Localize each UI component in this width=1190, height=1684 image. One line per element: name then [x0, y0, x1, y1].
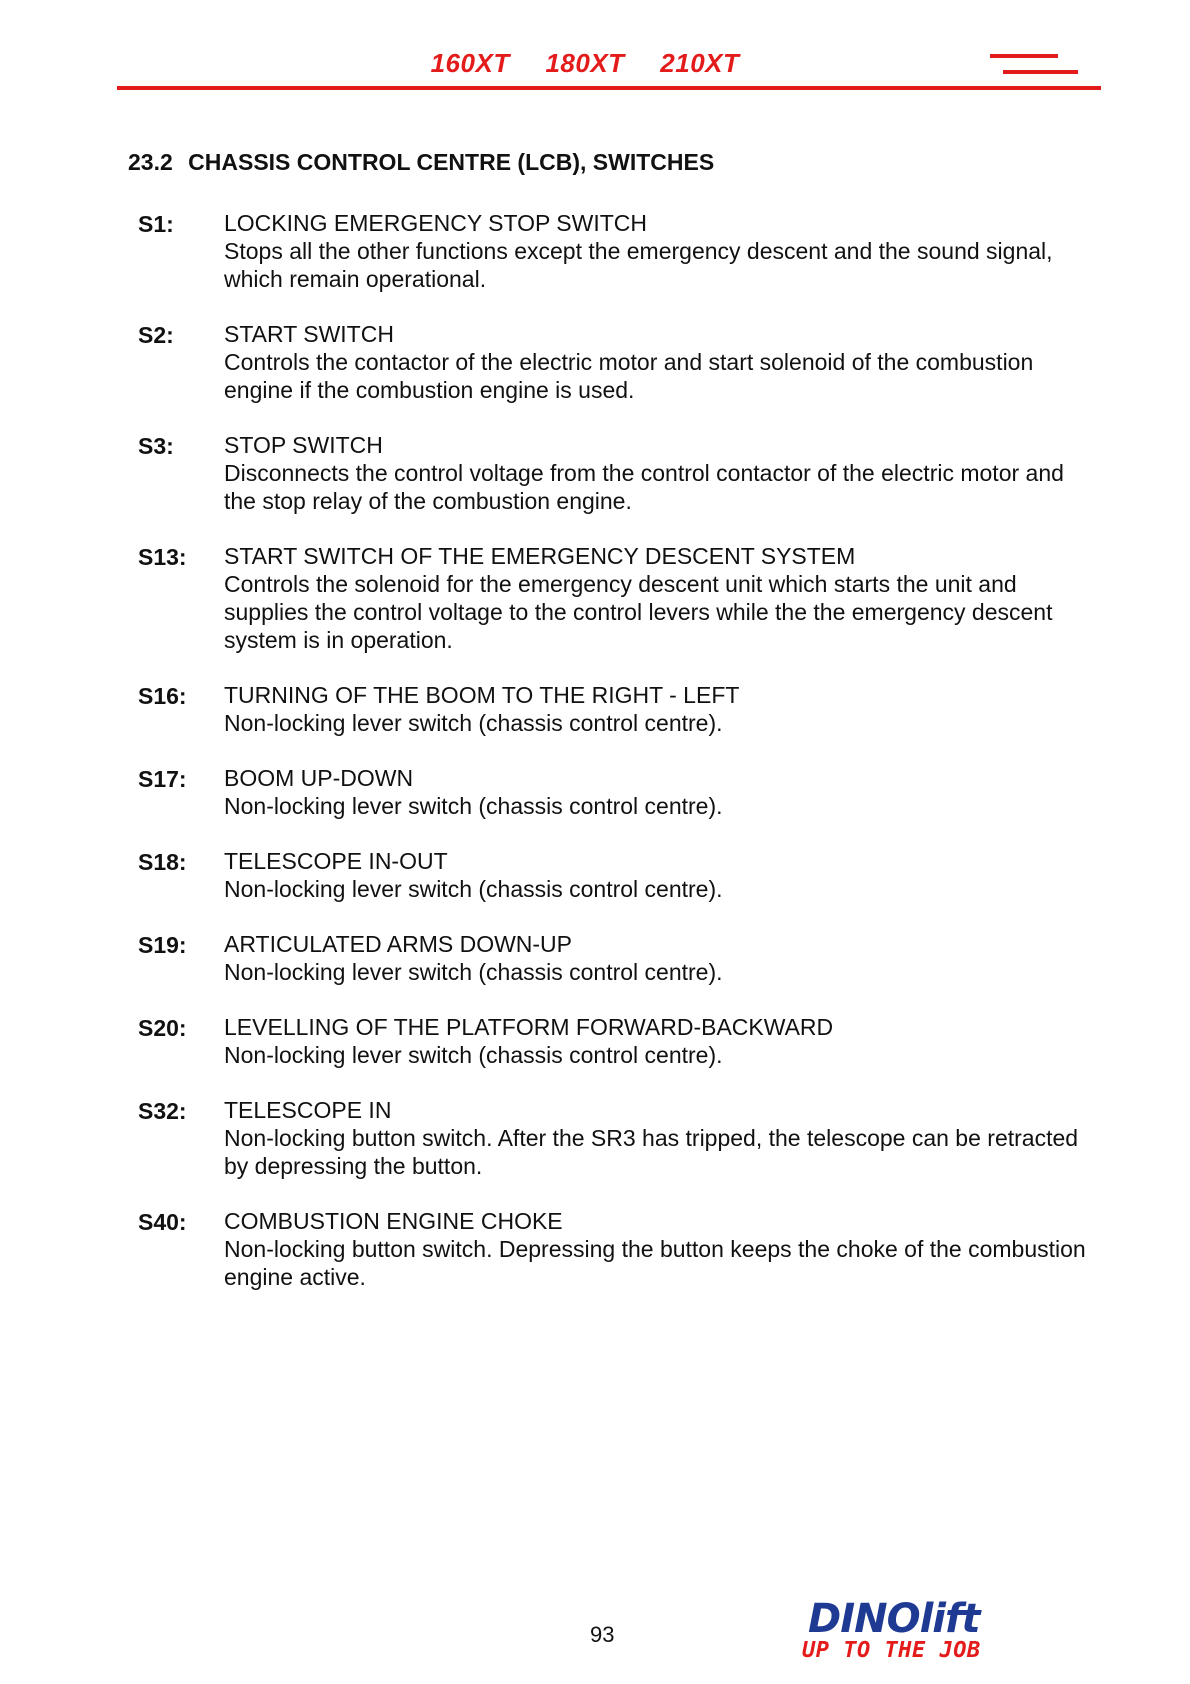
switch-description: Non-locking lever switch (chassis control centre).	[224, 876, 723, 902]
dinolift-logo	[800, 1598, 1010, 1668]
switch-title: COMBUSTION ENGINE CHOKE	[224, 1208, 563, 1234]
switch-entry-s40	[138, 1207, 1098, 1291]
switch-title: TELESCOPE IN	[224, 1097, 392, 1123]
header-rule	[117, 86, 1101, 90]
switch-code: S20:	[138, 1015, 187, 1041]
switch-description: Non-locking button switch. After the SR3 has tripped, the telescope can be retracted by depressing the button.	[224, 1125, 1079, 1179]
header-model-list	[0, 48, 1170, 79]
switch-description: Non-locking lever switch (chassis control centre).	[224, 959, 723, 985]
switch-entry-s2	[138, 320, 1098, 404]
switch-title: TURNING OF THE BOOM TO THE RIGHT - LEFT	[224, 682, 740, 708]
header-model-180xt: 180XT	[545, 48, 625, 78]
switch-entry-s16	[138, 681, 1098, 737]
switch-description: Controls the contactor of the electric motor and start solenoid of the combustion engine if the combustion engine is used.	[224, 349, 1034, 403]
section-heading	[128, 149, 714, 176]
switch-code: S40:	[138, 1209, 187, 1235]
switch-entry-s32	[138, 1096, 1098, 1180]
switch-description: Non-locking lever switch (chassis control centre).	[224, 793, 723, 819]
switch-entry-s19	[138, 930, 1098, 986]
header-model-160xt: 160XT	[430, 48, 510, 78]
switch-description: Stops all the other functions except the emergency descent and the sound signal, which remain operational.	[224, 238, 1053, 292]
logo-tagline: UP TO THE JOB	[802, 1638, 981, 1663]
switch-description: Non-locking lever switch (chassis control centre).	[224, 710, 723, 736]
switch-description: Non-locking button switch. Depressing the button keeps the choke of the combustion engine active.	[224, 1236, 1086, 1290]
switch-title: ARTICULATED ARMS DOWN-UP	[224, 931, 573, 957]
page-number: 93	[590, 1622, 615, 1647]
switch-entry-s3	[138, 431, 1098, 515]
switch-title: LEVELLING OF THE PLATFORM FORWARD-BACKWARD	[224, 1014, 834, 1040]
switch-code: S16:	[138, 683, 187, 709]
section-title: CHASSIS CONTROL CENTRE (LCB), SWITCHES	[188, 149, 715, 175]
switch-title: TELESCOPE IN-OUT	[224, 848, 448, 874]
section-number: 23.2	[128, 149, 173, 175]
switch-code: S19:	[138, 932, 187, 958]
switch-code: S13:	[138, 544, 187, 570]
switch-code: S2:	[138, 322, 174, 348]
logo-wordmark: DINOlift	[808, 1596, 980, 1642]
switch-entry-s13	[138, 542, 1098, 654]
header-model-210xt: 210XT	[660, 48, 740, 78]
switch-code: S32:	[138, 1098, 187, 1124]
switch-entry-s18	[138, 847, 1098, 903]
switch-description: Controls the solenoid for the emergency descent unit which starts the unit and supplies the control voltage to the control levers while the the emergency descent system is in operation.	[224, 571, 1053, 653]
header-accent-line-bottom	[1003, 70, 1078, 74]
switch-description: Non-locking lever switch (chassis control centre).	[224, 1042, 723, 1068]
switch-list	[138, 209, 1098, 1318]
header-accent-line-top	[990, 54, 1058, 58]
switch-entry-s20	[138, 1013, 1098, 1069]
switch-entry-s1	[138, 209, 1098, 293]
switch-title: BOOM UP-DOWN	[224, 765, 414, 791]
switch-title: LOCKING EMERGENCY STOP SWITCH	[224, 210, 648, 236]
switch-description: Disconnects the control voltage from the control contactor of the electric motor and the stop relay of the combustion engine.	[224, 460, 1064, 514]
switch-entry-s17	[138, 764, 1098, 820]
switch-code: S18:	[138, 849, 187, 875]
switch-title: START SWITCH	[224, 321, 394, 347]
switch-code: S1:	[138, 211, 174, 237]
switch-title: STOP SWITCH	[224, 432, 383, 458]
switch-code: S17:	[138, 766, 187, 792]
switch-code: S3:	[138, 433, 174, 459]
switch-title: START SWITCH OF THE EMERGENCY DESCENT SYSTEM	[224, 543, 856, 569]
